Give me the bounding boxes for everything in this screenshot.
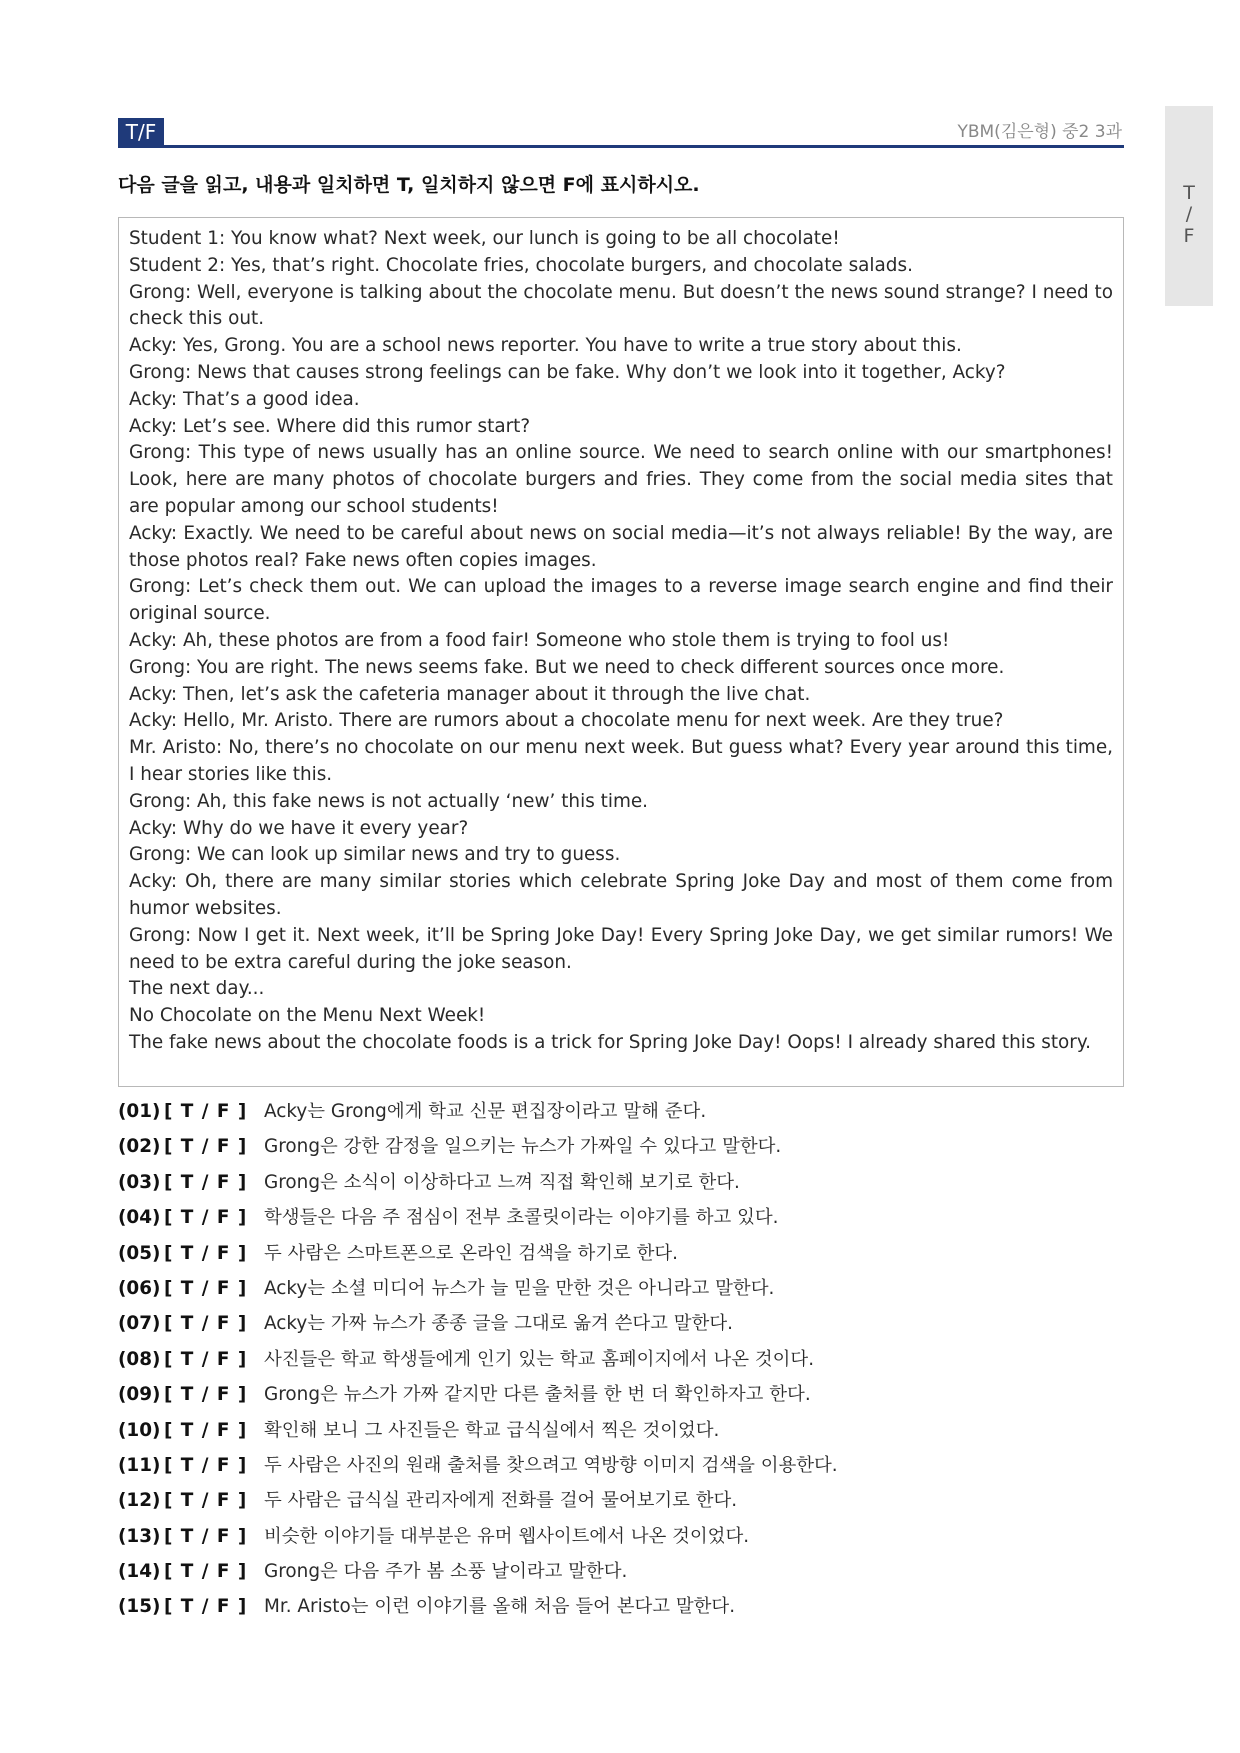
tf-choice[interactable]: [ T / F ] — [164, 1384, 247, 1406]
side-tab-slash: / — [1185, 203, 1193, 225]
side-tab — [1165, 106, 1213, 306]
passage-line: Acky: Yes, Grong. You are a school news reporter. You have to write a true story about this. — [129, 335, 962, 357]
question-number: (15) — [118, 1596, 161, 1618]
passage-line: Grong: Well, everyone is talking about the chocolate menu. But doesn’t the news sound strange? I need to check this out. — [129, 281, 1113, 330]
question-item — [118, 1271, 1124, 1306]
section-tag: T/F — [118, 118, 164, 146]
question-number: (14) — [118, 1561, 161, 1583]
question-number: (05) — [118, 1242, 161, 1264]
question-text: Grong은 소식이 이상하다고 느껴 직접 확인해 보기로 한다. — [264, 1171, 740, 1193]
tf-choice[interactable]: [ T / F ] — [164, 1561, 247, 1583]
question-item — [118, 1519, 1124, 1554]
question-text: 두 사람은 급식실 관리자에게 전화를 걸어 물어보기로 한다. — [264, 1490, 738, 1512]
question-item — [118, 1589, 1124, 1624]
passage-line: No Chocolate on the Menu Next Week! — [129, 1005, 486, 1027]
tf-choice[interactable]: [ T / F ] — [164, 1277, 247, 1299]
passage-line: Acky: Ah, these photos are from a food fair! Someone who stole them is trying to fool us! — [129, 629, 950, 651]
question-number: (01) — [118, 1101, 161, 1122]
passage-line: Acky: Why do we have it every year? — [129, 817, 469, 839]
question-text: 두 사람은 사진의 원래 출처를 찾으려고 역방향 이미지 검색을 이용한다. — [264, 1454, 838, 1476]
tf-choice[interactable]: [ T / F ] — [164, 1136, 247, 1158]
tf-choice[interactable]: [ T / F ] — [164, 1242, 247, 1264]
passage-line: Acky: Then, let’s ask the cafeteria manager about it through the live chat. — [129, 683, 811, 705]
question-list — [118, 1094, 1124, 1625]
question-item — [118, 1342, 1124, 1377]
question-item — [118, 1483, 1124, 1518]
question-number: (04) — [118, 1207, 161, 1229]
question-number: (12) — [118, 1490, 161, 1512]
question-text: Mr. Aristo는 이런 이야기를 올해 처음 들어 본다고 말한다. — [264, 1596, 736, 1618]
passage-line: Acky: Oh, there are many similar stories which celebrate Spring Joke Day and most of them come from humor websites. — [129, 871, 1113, 919]
passage-line: Grong: This type of news usually has an online source. We need to search online with our smartphones! Look, here are many photos of chocolate burgers and fries. They come from the social media sites that are popular among our school students! — [129, 442, 1113, 517]
question-text: 비슷한 이야기들 대부분은 유머 웹사이트에서 나온 것이었다. — [264, 1525, 750, 1547]
passage-line: Grong: News that causes strong feelings can be fake. Why don’t we look into it together, Acky? — [129, 361, 1006, 383]
passage-line: The next day... — [129, 978, 265, 1000]
tf-choice[interactable]: [ T / F ] — [164, 1525, 247, 1547]
passage-line: Acky: Let’s see. Where did this rumor start? — [129, 415, 531, 437]
question-item — [118, 1448, 1124, 1483]
question-item — [118, 1094, 1124, 1129]
tf-choice[interactable]: [ T / F ] — [164, 1490, 247, 1512]
question-text: 두 사람은 스마트폰으로 온라인 검색을 하기로 한다. — [264, 1242, 678, 1264]
reading-passage — [118, 217, 1124, 1087]
question-number: (02) — [118, 1136, 161, 1158]
question-item — [118, 1200, 1124, 1235]
question-text: Grong은 뉴스가 가짜 같지만 다른 출처를 한 번 더 확인하자고 한다. — [264, 1384, 811, 1406]
passage-line: Grong: We can look up similar news and try to guess. — [129, 844, 621, 866]
source-label: YBM(김은형) 중2 3과 — [957, 122, 1122, 142]
tf-choice[interactable]: [ T / F ] — [164, 1207, 247, 1229]
question-number: (06) — [118, 1277, 161, 1299]
passage-line: Student 2: Yes, that’s right. Chocolate fries, chocolate burgers, and chocolate salads. — [129, 254, 913, 276]
side-tab-bottom: F — [1183, 225, 1195, 247]
passage-line: Grong: Now I get it. Next week, it’ll be Spring Joke Day! Every Spring Joke Day, we get similar rumors! We need to be extra careful during the joke season. — [129, 924, 1113, 973]
question-number: (08) — [118, 1348, 161, 1370]
question-text: Acky는 가짜 뉴스가 종종 글을 그대로 옮겨 쓴다고 말한다. — [264, 1313, 733, 1335]
passage-line: Grong: Ah, this fake news is not actually ‘new’ this time. — [129, 790, 649, 812]
instruction: 다음 글을 읽고, 내용과 일치하면 T, 일치하지 않으면 F에 표시하시오. — [118, 174, 700, 196]
passage-line: Acky: Hello, Mr. Aristo. There are rumors about a chocolate menu for next week. Are they true? — [129, 710, 1004, 732]
passage-line: Acky: That’s a good idea. — [129, 388, 360, 410]
passage-line: The fake news about the chocolate foods is a trick for Spring Joke Day! Oops! I already shared this story. — [129, 1031, 1091, 1053]
tf-choice[interactable]: [ T / F ] — [164, 1348, 247, 1370]
tf-choice[interactable]: [ T / F ] — [164, 1101, 247, 1122]
tf-choice[interactable]: [ T / F ] — [164, 1454, 247, 1476]
question-number: (13) — [118, 1525, 161, 1547]
question-text: Grong은 다음 주가 봄 소풍 날이라고 말한다. — [264, 1561, 628, 1583]
question-text: 확인해 보니 그 사진들은 학교 급식실에서 찍은 것이었다. — [264, 1419, 720, 1441]
question-text: Acky는 Grong에게 학교 신문 편집장이라고 말해 준다. — [264, 1101, 707, 1122]
passage-line: Grong: You are right. The news seems fake. But we need to check different sources once more. — [129, 656, 1005, 678]
question-text: Acky는 소셜 미디어 뉴스가 늘 믿을 만한 것은 아니라고 말한다. — [264, 1277, 775, 1299]
question-text: 학생들은 다음 주 점심이 전부 초콜릿이라는 이야기를 하고 있다. — [264, 1207, 779, 1229]
question-number: (03) — [118, 1171, 161, 1193]
tf-choice[interactable]: [ T / F ] — [164, 1171, 247, 1193]
question-text: Grong은 강한 감정을 일으키는 뉴스가 가짜일 수 있다고 말한다. — [264, 1136, 782, 1158]
question-item — [118, 1306, 1124, 1341]
question-number: (09) — [118, 1384, 161, 1406]
question-item — [118, 1165, 1124, 1200]
question-number: (10) — [118, 1419, 161, 1441]
tf-choice[interactable]: [ T / F ] — [164, 1596, 247, 1618]
tf-choice[interactable]: [ T / F ] — [164, 1313, 247, 1335]
question-item — [118, 1554, 1124, 1589]
question-item — [118, 1413, 1124, 1448]
question-item — [118, 1377, 1124, 1412]
passage-line: Student 1: You know what? Next week, our lunch is going to be all chocolate! — [129, 228, 840, 249]
question-number: (07) — [118, 1313, 161, 1335]
tf-choice[interactable]: [ T / F ] — [164, 1419, 247, 1441]
header-divider — [118, 145, 1124, 148]
question-number: (11) — [118, 1454, 161, 1476]
question-text: 사진들은 학교 학생들에게 인기 있는 학교 홈페이지에서 나온 것이다. — [264, 1348, 815, 1370]
passage-line: Grong: Let’s check them out. We can upload the images to a reverse image search engine and find their original source. — [129, 576, 1113, 625]
question-item — [118, 1129, 1124, 1164]
passage-line: Acky: Exactly. We need to be careful about news on social media—it’s not always reliable! By the way, are those photos real? Fake news often copies images. — [129, 522, 1113, 571]
question-item — [118, 1236, 1124, 1271]
passage-line: Mr. Aristo: No, there’s no chocolate on our menu next week. But guess what? Every year around this time, I hear stories like this. — [129, 737, 1113, 785]
side-tab-top: T — [1183, 182, 1195, 204]
